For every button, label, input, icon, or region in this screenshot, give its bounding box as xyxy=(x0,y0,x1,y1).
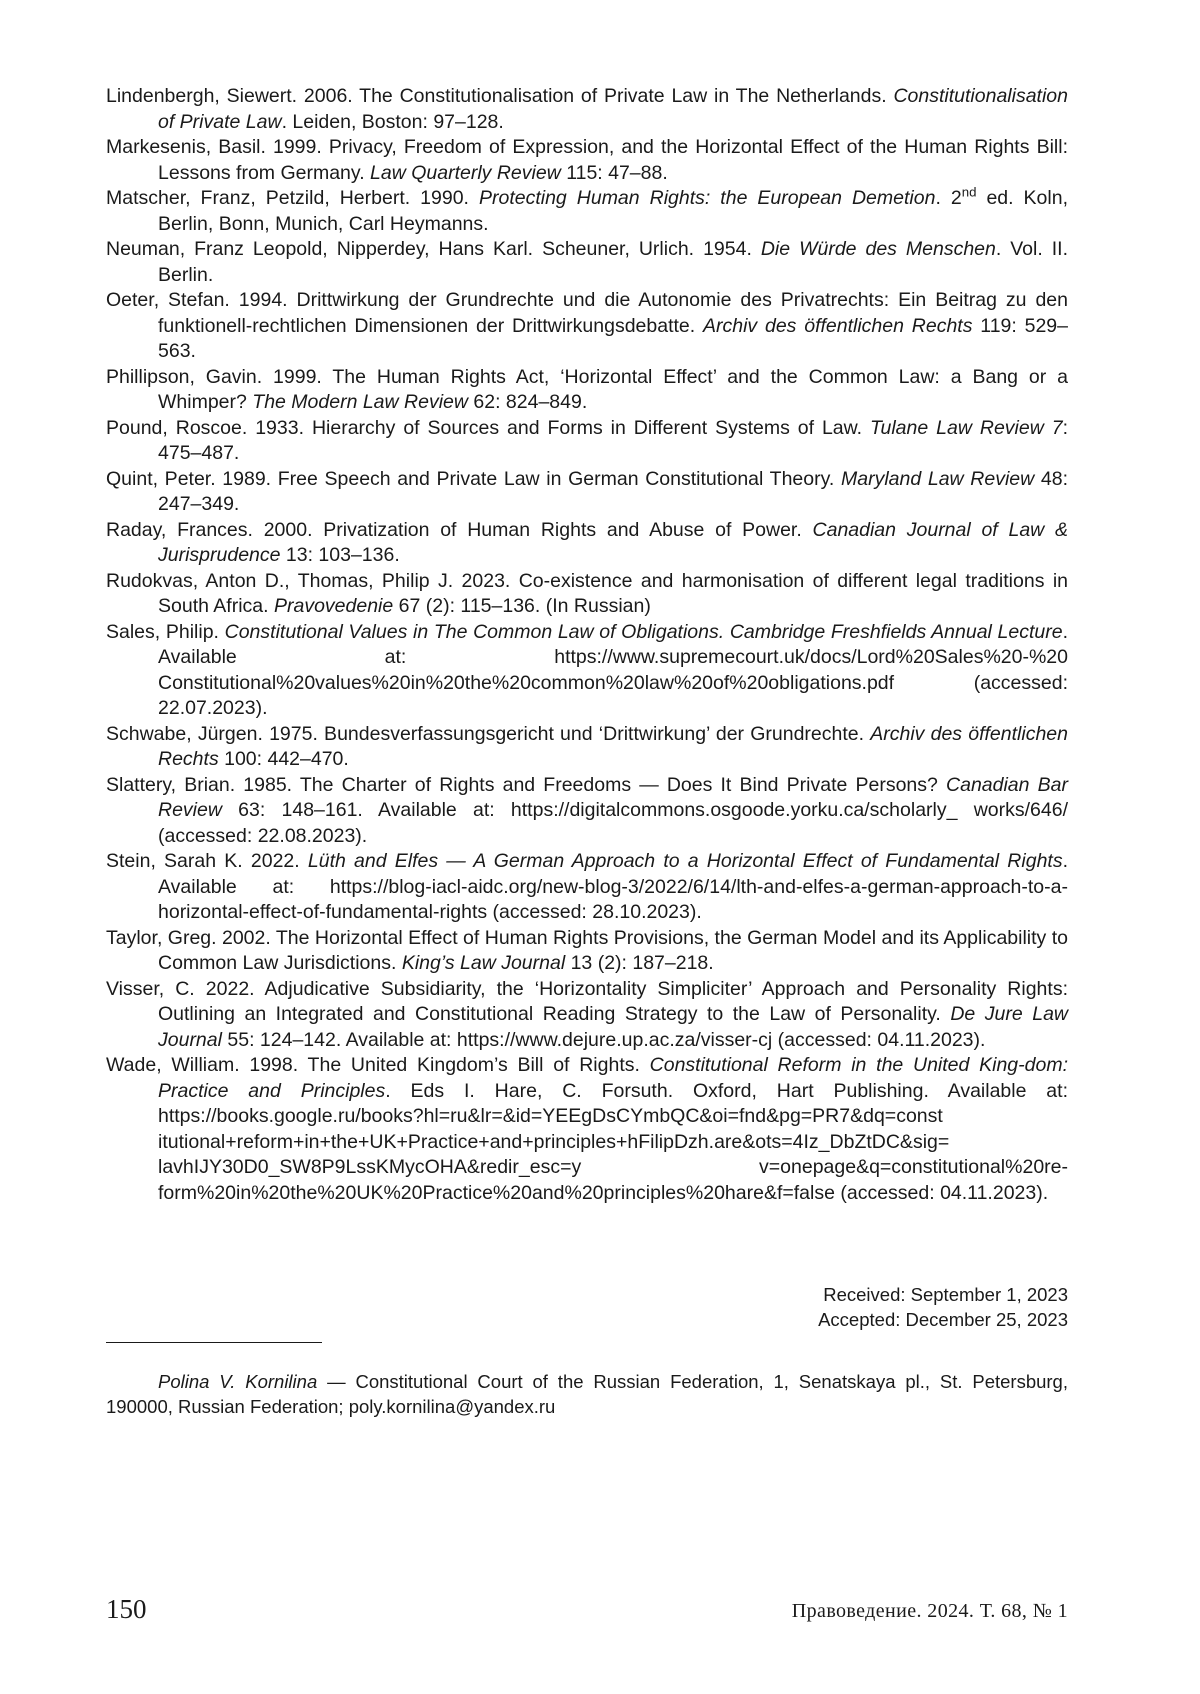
reference-list xyxy=(106,84,1068,1206)
reference-item: Neuman, Franz Leopold, Nipperdey, Hans Karl. Scheuner, Urlich. 1954. Die Würde des Menschen. Vol. II. Berlin. xyxy=(106,238,1068,286)
reference-item: Lindenbergh, Siewert. 2006. The Constitutionalisation of Private Law in The Netherlands. Constitutionalisation of Private Law. Leiden, Boston: 97–128. xyxy=(106,85,1068,133)
reference-item: Stein, Sarah K. 2022. Lüth and Elfes — A German Approach to a Horizontal Effect of Fundamental Rights. Available at: https://blog-iacl-aidc.org/new-blog-3/2022/6/14/lth-and-elfes-a-german-approach-to-a-horizontal-effect-of-fundamental-rights (accessed: 28.10.2023). xyxy=(106,850,1068,923)
reference-item: Markesenis, Basil. 1999. Privacy, Freedom of Expression, and the Horizontal Effect of the Human Rights Bill: Lessons from Germany. Law Quarterly Review 115: 47–88. xyxy=(106,136,1068,184)
author-affiliation: — Constitutional Court of the Russian Federation, 1, Senatskaya pl., St. Petersburg, 190000, Russian Federation; poly.kornilina@yandex.ru xyxy=(106,1370,1068,1417)
author-name: Polina V. Kornilina xyxy=(158,1370,318,1392)
reference-item: Wade, William. 1998. The United Kingdom’s Bill of Rights. Constitutional Reform in the United King-dom: Practice and Principles. Eds I. Hare, C. Forsuth. Oxford, Hart Publishing. Available at: https://books.google.ru/books?hl=ru&lr=&id=YEEgDsCYmbQC&oi=fnd&pg=PR7&dq=const itutional+reform+in+the+UK+Practice+and+principles+hFilipDzh.are&ots=4Iz_DbZtDC&sig= lavhIJY30D0_SW8P9LssKMycOHA&redir_esc=y v=onepage&q=constitutional%20re-form%20in%20the%20UK%20Practice%20and%20principles%20hare&f=false (accessed: 04.11.2023). xyxy=(106,1054,1068,1204)
reference-item: Pound, Roscoe. 1933. Hierarchy of Sources and Forms in Different Systems of Law. Tulane Law Review 7: 475–487. xyxy=(106,416,1069,464)
reference-item: Schwabe, Jürgen. 1975. Bundesverfassungsgericht und ‘Drittwirkung’ der Grundrechte. Archiv des öffentlichen Rechts 100: 442–470. xyxy=(106,722,1068,770)
received-date: Received: September 1, 2023 xyxy=(823,1284,1068,1305)
footnote-divider xyxy=(106,1342,322,1343)
reference-item: Matscher, Franz, Petzild, Herbert. 1990. Protecting Human Rights: the European Demetion. 2nd ed. Koln, Berlin, Bonn, Munich, Carl Heymanns. xyxy=(106,184,1068,235)
reference-item: Quint, Peter. 1989. Free Speech and Private Law in German Constitutional Theory. Maryland Law Review 48: 247–349. xyxy=(106,467,1069,515)
reference-item: Oeter, Stefan. 1994. Drittwirkung der Grundrechte und die Autonomie des Privatrechts: Ein Beitrag zu den funktionell-rechtlichen Dimensionen der Drittwirkungsdebatte. Archiv des öffentlichen Rechts 119: 529–563. xyxy=(106,289,1068,362)
reference-item: Slattery, Brian. 1985. The Charter of Rights and Freedoms — Does It Bind Private Persons? Canadian Bar Review 63: 148–161. Available at: https://digitalcommons.osgoode.yorku.ca/scholarly_ works/646/ (accessed: 22.08.2023). xyxy=(106,773,1068,847)
page-number: 150 xyxy=(106,1594,147,1624)
reference-item: Rudokvas, Anton D., Thomas, Philip J. 2023. Co-existence and harmonisation of different legal traditions in South Africa. Pravovedenie 67 (2): 115–136. (In Russian) xyxy=(106,569,1068,617)
reference-item: Sales, Philip. Constitutional Values in The Common Law of Obligations. Cambridge Freshfields Annual Lecture. Available at: https://www.supremecourt.uk/docs/Lord%20Sales%20-%20 Constitutional%20values%20in%20the%20common%20law%20of%20obligations.pdf (accessed: 22.07.2023). xyxy=(106,620,1068,719)
reference-item: Phillipson, Gavin. 1999. The Human Rights Act, ‘Horizontal Effect’ and the Common Law: a Bang or a Whimper? The Modern Law Review 62: 824–849. xyxy=(106,365,1068,413)
reference-item: Taylor, Greg. 2002. The Horizontal Effect of Human Rights Provisions, the German Model and its Applicability to Common Law Jurisdictions. King’s Law Journal 13 (2): 187–218. xyxy=(106,926,1068,974)
author-affiliation-note xyxy=(106,1369,1068,1419)
accepted-date: Accepted: December 25, 2023 xyxy=(818,1309,1068,1330)
journal-running-footer: Правоведение. 2024. Т. 68, № 1 xyxy=(791,1600,1068,1622)
reference-item: Raday, Frances. 2000. Privatization of Human Rights and Abuse of Power. Canadian Journal of Law & Jurisprudence 13: 103–136. xyxy=(106,518,1069,566)
submission-dates xyxy=(818,1282,1068,1332)
reference-item: Visser, C. 2022. Adjudicative Subsidiarity, the ‘Horizontality Simpliciter’ Approach and Personality Rights: Outlining an Integrated and Constitutional Reading Strategy to the Law of Personality. De Jure Law Journal 55: 124–142. Available at: https://www.dejure.up.ac.za/visser-cj (accessed: 04.11.2023). xyxy=(106,977,1068,1051)
